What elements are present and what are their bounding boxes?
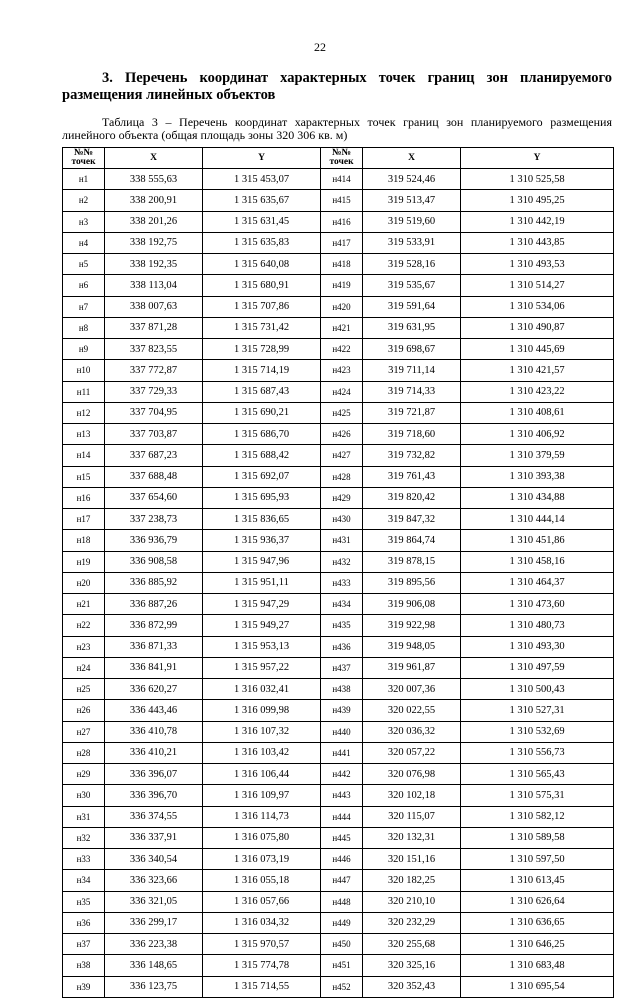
point-number-cell: н2 [63,190,105,211]
table-row [63,955,614,976]
x-coordinate-cell: 320 007,36 [363,679,461,700]
x-coordinate-cell: 319 864,74 [363,530,461,551]
y-coordinate-cell: 1 315 631,45 [203,211,321,232]
point-number-cell: н444 [321,806,363,827]
y-coordinate-cell: 1 315 690,21 [203,402,321,423]
table-row [63,509,614,530]
y-coordinate-cell: 1 310 556,73 [461,742,614,763]
point-number-cell: н448 [321,891,363,912]
y-coordinate-cell: 1 316 075,80 [203,827,321,848]
coordinates-table [62,147,614,998]
y-coordinate-cell: 1 315 949,27 [203,615,321,636]
x-coordinate-cell: 337 823,55 [105,339,203,360]
x-coordinate-cell: 336 885,92 [105,572,203,593]
point-number-cell: н36 [63,912,105,933]
x-coordinate-cell: 336 337,91 [105,827,203,848]
point-number-cell: н430 [321,509,363,530]
y-coordinate-cell: 1 310 497,59 [461,657,614,678]
x-coordinate-cell: 336 872,99 [105,615,203,636]
y-coordinate-cell: 1 310 434,88 [461,487,614,508]
x-coordinate-cell: 320 036,32 [363,721,461,742]
point-number-cell: н429 [321,487,363,508]
point-number-cell: н21 [63,594,105,615]
x-coordinate-cell: 336 223,38 [105,934,203,955]
table-row [63,169,614,190]
table-row [63,700,614,721]
point-number-cell: н424 [321,381,363,402]
point-number-cell: н28 [63,742,105,763]
table-row [63,657,614,678]
y-coordinate-cell: 1 315 635,67 [203,190,321,211]
point-number-cell: н423 [321,360,363,381]
y-coordinate-cell: 1 310 451,86 [461,530,614,551]
table-body [63,169,614,998]
table-row [63,424,614,445]
point-number-cell: н19 [63,551,105,572]
point-number-cell: н29 [63,764,105,785]
x-coordinate-cell: 319 533,91 [363,232,461,253]
x-coordinate-cell: 320 057,22 [363,742,461,763]
y-coordinate-cell: 1 315 936,37 [203,530,321,551]
y-coordinate-cell: 1 315 707,86 [203,296,321,317]
table-caption: Таблица 3 – Перечень координат характерных точек границ зон планируемого размещения линейного объекта (общая площадь зоны 320 306 кв. м) [62,115,612,142]
point-number-cell: н420 [321,296,363,317]
y-coordinate-cell: 1 316 055,18 [203,870,321,891]
x-coordinate-cell: 320 115,07 [363,806,461,827]
point-number-cell: н37 [63,934,105,955]
x-coordinate-cell: 319 528,16 [363,254,461,275]
point-number-cell: н6 [63,275,105,296]
point-number-cell: н9 [63,339,105,360]
y-coordinate-cell: 1 316 032,41 [203,679,321,700]
y-coordinate-cell: 1 316 034,32 [203,912,321,933]
point-number-cell: н433 [321,572,363,593]
x-coordinate-cell: 337 688,48 [105,466,203,487]
point-number-cell: н24 [63,657,105,678]
x-coordinate-cell: 336 887,26 [105,594,203,615]
point-number-cell: н20 [63,572,105,593]
y-coordinate-cell: 1 315 453,07 [203,169,321,190]
point-number-cell: н33 [63,849,105,870]
point-number-cell: н419 [321,275,363,296]
x-coordinate-cell: 319 721,87 [363,402,461,423]
point-number-cell: н439 [321,700,363,721]
point-number-cell: н34 [63,870,105,891]
point-number-cell: н447 [321,870,363,891]
point-number-cell: н451 [321,955,363,976]
point-number-cell: н11 [63,381,105,402]
y-coordinate-cell: 1 315 953,13 [203,636,321,657]
point-number-cell: н3 [63,211,105,232]
x-coordinate-cell: 319 906,08 [363,594,461,615]
y-coordinate-cell: 1 310 464,37 [461,572,614,593]
x-coordinate-cell: 320 210,10 [363,891,461,912]
x-coordinate-cell: 319 698,67 [363,339,461,360]
y-coordinate-cell: 1 316 103,42 [203,742,321,763]
table-row [63,190,614,211]
y-coordinate-cell: 1 316 107,32 [203,721,321,742]
x-coordinate-cell: 338 007,63 [105,296,203,317]
x-coordinate-cell: 320 151,16 [363,849,461,870]
y-coordinate-cell: 1 310 493,53 [461,254,614,275]
table-row [63,870,614,891]
point-number-cell: н38 [63,955,105,976]
x-coordinate-cell: 319 732,82 [363,445,461,466]
point-number-cell: н418 [321,254,363,275]
point-number-cell: н441 [321,742,363,763]
table-row [63,466,614,487]
y-coordinate-cell: 1 315 947,29 [203,594,321,615]
point-number-cell: н8 [63,317,105,338]
x-coordinate-cell: 336 841,91 [105,657,203,678]
y-coordinate-cell: 1 315 687,43 [203,381,321,402]
x-coordinate-cell: 319 922,98 [363,615,461,636]
y-coordinate-cell: 1 315 951,11 [203,572,321,593]
x-coordinate-cell: 336 123,75 [105,976,203,997]
y-coordinate-cell: 1 315 640,08 [203,254,321,275]
table-row [63,445,614,466]
point-number-cell: н437 [321,657,363,678]
table-row [63,934,614,955]
x-coordinate-cell: 336 299,17 [105,912,203,933]
table-row [63,785,614,806]
x-coordinate-cell: 336 321,05 [105,891,203,912]
y-coordinate-cell: 1 316 099,98 [203,700,321,721]
point-number-cell: н27 [63,721,105,742]
x-coordinate-cell: 336 148,65 [105,955,203,976]
y-coordinate-cell: 1 310 534,06 [461,296,614,317]
y-coordinate-cell: 1 310 445,69 [461,339,614,360]
y-coordinate-cell: 1 310 421,57 [461,360,614,381]
y-coordinate-cell: 1 310 408,61 [461,402,614,423]
x-coordinate-cell: 338 192,75 [105,232,203,253]
header-point-number-left: №№ точек [63,148,105,169]
y-coordinate-cell: 1 315 836,65 [203,509,321,530]
point-number-cell: н425 [321,402,363,423]
y-coordinate-cell: 1 310 423,22 [461,381,614,402]
x-coordinate-cell: 336 396,70 [105,785,203,806]
point-number-cell: н13 [63,424,105,445]
header-x-left: X [105,148,203,169]
y-coordinate-cell: 1 310 532,69 [461,721,614,742]
x-coordinate-cell: 338 201,26 [105,211,203,232]
y-coordinate-cell: 1 310 444,14 [461,509,614,530]
x-coordinate-cell: 320 022,55 [363,700,461,721]
y-coordinate-cell: 1 310 473,60 [461,594,614,615]
table-row [63,594,614,615]
point-number-cell: н10 [63,360,105,381]
x-coordinate-cell: 320 182,25 [363,870,461,891]
x-coordinate-cell: 336 410,21 [105,742,203,763]
y-coordinate-cell: 1 315 692,07 [203,466,321,487]
table-row [63,827,614,848]
x-coordinate-cell: 319 895,56 [363,572,461,593]
y-coordinate-cell: 1 310 589,58 [461,827,614,848]
table-row [63,636,614,657]
y-coordinate-cell: 1 310 458,16 [461,551,614,572]
x-coordinate-cell: 337 703,87 [105,424,203,445]
y-coordinate-cell: 1 310 646,25 [461,934,614,955]
x-coordinate-cell: 319 591,64 [363,296,461,317]
table-row [63,381,614,402]
x-coordinate-cell: 336 908,58 [105,551,203,572]
y-coordinate-cell: 1 316 109,97 [203,785,321,806]
y-coordinate-cell: 1 310 493,30 [461,636,614,657]
point-number-cell: н416 [321,211,363,232]
point-number-cell: н35 [63,891,105,912]
point-number-cell: н414 [321,169,363,190]
y-coordinate-cell: 1 316 114,73 [203,806,321,827]
y-coordinate-cell: 1 310 626,64 [461,891,614,912]
x-coordinate-cell: 337 238,73 [105,509,203,530]
x-coordinate-cell: 338 555,63 [105,169,203,190]
y-coordinate-cell: 1 310 379,59 [461,445,614,466]
y-coordinate-cell: 1 316 073,19 [203,849,321,870]
x-coordinate-cell: 320 102,18 [363,785,461,806]
point-number-cell: н25 [63,679,105,700]
point-number-cell: н442 [321,764,363,785]
x-coordinate-cell: 338 113,04 [105,275,203,296]
table-row [63,254,614,275]
x-coordinate-cell: 319 718,60 [363,424,461,445]
point-number-cell: н32 [63,827,105,848]
x-coordinate-cell: 336 443,46 [105,700,203,721]
point-number-cell: н438 [321,679,363,700]
header-point-number-right: №№ точек [321,148,363,169]
y-coordinate-cell: 1 310 525,58 [461,169,614,190]
x-coordinate-cell: 338 200,91 [105,190,203,211]
x-coordinate-cell: 320 325,16 [363,955,461,976]
point-number-cell: н452 [321,976,363,997]
y-coordinate-cell: 1 315 680,91 [203,275,321,296]
x-coordinate-cell: 337 871,28 [105,317,203,338]
point-number-cell: н445 [321,827,363,848]
y-coordinate-cell: 1 315 714,55 [203,976,321,997]
table-row [63,615,614,636]
y-coordinate-cell: 1 310 393,38 [461,466,614,487]
point-number-cell: н415 [321,190,363,211]
y-coordinate-cell: 1 315 774,78 [203,955,321,976]
point-number-cell: н427 [321,445,363,466]
y-coordinate-cell: 1 316 057,66 [203,891,321,912]
x-coordinate-cell: 336 374,55 [105,806,203,827]
table-row [63,764,614,785]
x-coordinate-cell: 336 340,54 [105,849,203,870]
table-row [63,551,614,572]
x-coordinate-cell: 336 396,07 [105,764,203,785]
x-coordinate-cell: 337 654,60 [105,487,203,508]
point-number-cell: н417 [321,232,363,253]
y-coordinate-cell: 1 310 597,50 [461,849,614,870]
y-coordinate-cell: 1 315 947,96 [203,551,321,572]
y-coordinate-cell: 1 315 686,70 [203,424,321,445]
y-coordinate-cell: 1 310 442,19 [461,211,614,232]
point-number-cell: н16 [63,487,105,508]
table-row [63,912,614,933]
table-row [63,232,614,253]
y-coordinate-cell: 1 310 527,31 [461,700,614,721]
point-number-cell: н431 [321,530,363,551]
point-number-cell: н22 [63,615,105,636]
x-coordinate-cell: 336 323,66 [105,870,203,891]
x-coordinate-cell: 337 704,95 [105,402,203,423]
table-row [63,275,614,296]
point-number-cell: н434 [321,594,363,615]
y-coordinate-cell: 1 315 688,42 [203,445,321,466]
x-coordinate-cell: 319 519,60 [363,211,461,232]
y-coordinate-cell: 1 310 443,85 [461,232,614,253]
y-coordinate-cell: 1 315 695,93 [203,487,321,508]
point-number-cell: н5 [63,254,105,275]
x-coordinate-cell: 319 711,14 [363,360,461,381]
y-coordinate-cell: 1 310 495,25 [461,190,614,211]
point-number-cell: н4 [63,232,105,253]
x-coordinate-cell: 319 820,42 [363,487,461,508]
table-row [63,360,614,381]
table-row [63,572,614,593]
y-coordinate-cell: 1 310 636,65 [461,912,614,933]
x-coordinate-cell: 319 761,43 [363,466,461,487]
point-number-cell: н23 [63,636,105,657]
x-coordinate-cell: 319 513,47 [363,190,461,211]
point-number-cell: н15 [63,466,105,487]
x-coordinate-cell: 338 192,35 [105,254,203,275]
x-coordinate-cell: 320 352,43 [363,976,461,997]
point-number-cell: н450 [321,934,363,955]
table-row [63,679,614,700]
x-coordinate-cell: 319 524,46 [363,169,461,190]
x-coordinate-cell: 319 948,05 [363,636,461,657]
table-row [63,317,614,338]
y-coordinate-cell: 1 315 970,57 [203,934,321,955]
point-number-cell: н436 [321,636,363,657]
x-coordinate-cell: 320 255,68 [363,934,461,955]
point-number-cell: н12 [63,402,105,423]
x-coordinate-cell: 337 729,33 [105,381,203,402]
point-number-cell: н449 [321,912,363,933]
point-number-cell: н1 [63,169,105,190]
y-coordinate-cell: 1 310 406,92 [461,424,614,445]
point-number-cell: н31 [63,806,105,827]
table-row [63,976,614,997]
y-coordinate-cell: 1 310 575,31 [461,785,614,806]
point-number-cell: н426 [321,424,363,445]
y-coordinate-cell: 1 315 728,99 [203,339,321,360]
header-y-left: Y [203,148,321,169]
point-number-cell: н435 [321,615,363,636]
table-row [63,339,614,360]
point-number-cell: н432 [321,551,363,572]
y-coordinate-cell: 1 310 480,73 [461,615,614,636]
table-row [63,296,614,317]
x-coordinate-cell: 319 714,33 [363,381,461,402]
x-coordinate-cell: 336 410,78 [105,721,203,742]
point-number-cell: н7 [63,296,105,317]
point-number-cell: н422 [321,339,363,360]
y-coordinate-cell: 1 315 714,19 [203,360,321,381]
table-row [63,487,614,508]
point-number-cell: н440 [321,721,363,742]
y-coordinate-cell: 1 310 565,43 [461,764,614,785]
x-coordinate-cell: 319 961,87 [363,657,461,678]
table-row [63,742,614,763]
header-x-right: X [363,148,461,169]
x-coordinate-cell: 337 687,23 [105,445,203,466]
y-coordinate-cell: 1 310 514,27 [461,275,614,296]
table-row [63,849,614,870]
point-number-cell: н446 [321,849,363,870]
point-number-cell: н30 [63,785,105,806]
x-coordinate-cell: 319 878,15 [363,551,461,572]
x-coordinate-cell: 320 132,31 [363,827,461,848]
table-row [63,721,614,742]
x-coordinate-cell: 320 232,29 [363,912,461,933]
x-coordinate-cell: 319 535,67 [363,275,461,296]
header-y-right: Y [461,148,614,169]
point-number-cell: н421 [321,317,363,338]
x-coordinate-cell: 337 772,87 [105,360,203,381]
table-row [63,891,614,912]
point-number-cell: н17 [63,509,105,530]
y-coordinate-cell: 1 310 613,45 [461,870,614,891]
x-coordinate-cell: 319 631,95 [363,317,461,338]
y-coordinate-cell: 1 310 582,12 [461,806,614,827]
y-coordinate-cell: 1 310 695,54 [461,976,614,997]
x-coordinate-cell: 336 871,33 [105,636,203,657]
point-number-cell: н26 [63,700,105,721]
point-number-cell: н39 [63,976,105,997]
x-coordinate-cell: 320 076,98 [363,764,461,785]
point-number-cell: н428 [321,466,363,487]
x-coordinate-cell: 336 936,79 [105,530,203,551]
y-coordinate-cell: 1 315 731,42 [203,317,321,338]
y-coordinate-cell: 1 315 957,22 [203,657,321,678]
table-header-row [63,148,614,169]
page-number: 22 [314,40,326,54]
y-coordinate-cell: 1 315 635,83 [203,232,321,253]
y-coordinate-cell: 1 316 106,44 [203,764,321,785]
table-row [63,530,614,551]
point-number-cell: н18 [63,530,105,551]
section-heading: 3. Перечень координат характерных точек границ зон планируемого размещения линейных объектов [62,70,612,103]
table-row [63,402,614,423]
table-row [63,211,614,232]
table-row [63,806,614,827]
x-coordinate-cell: 319 847,32 [363,509,461,530]
y-coordinate-cell: 1 310 490,87 [461,317,614,338]
point-number-cell: н14 [63,445,105,466]
point-number-cell: н443 [321,785,363,806]
y-coordinate-cell: 1 310 500,43 [461,679,614,700]
x-coordinate-cell: 336 620,27 [105,679,203,700]
y-coordinate-cell: 1 310 683,48 [461,955,614,976]
